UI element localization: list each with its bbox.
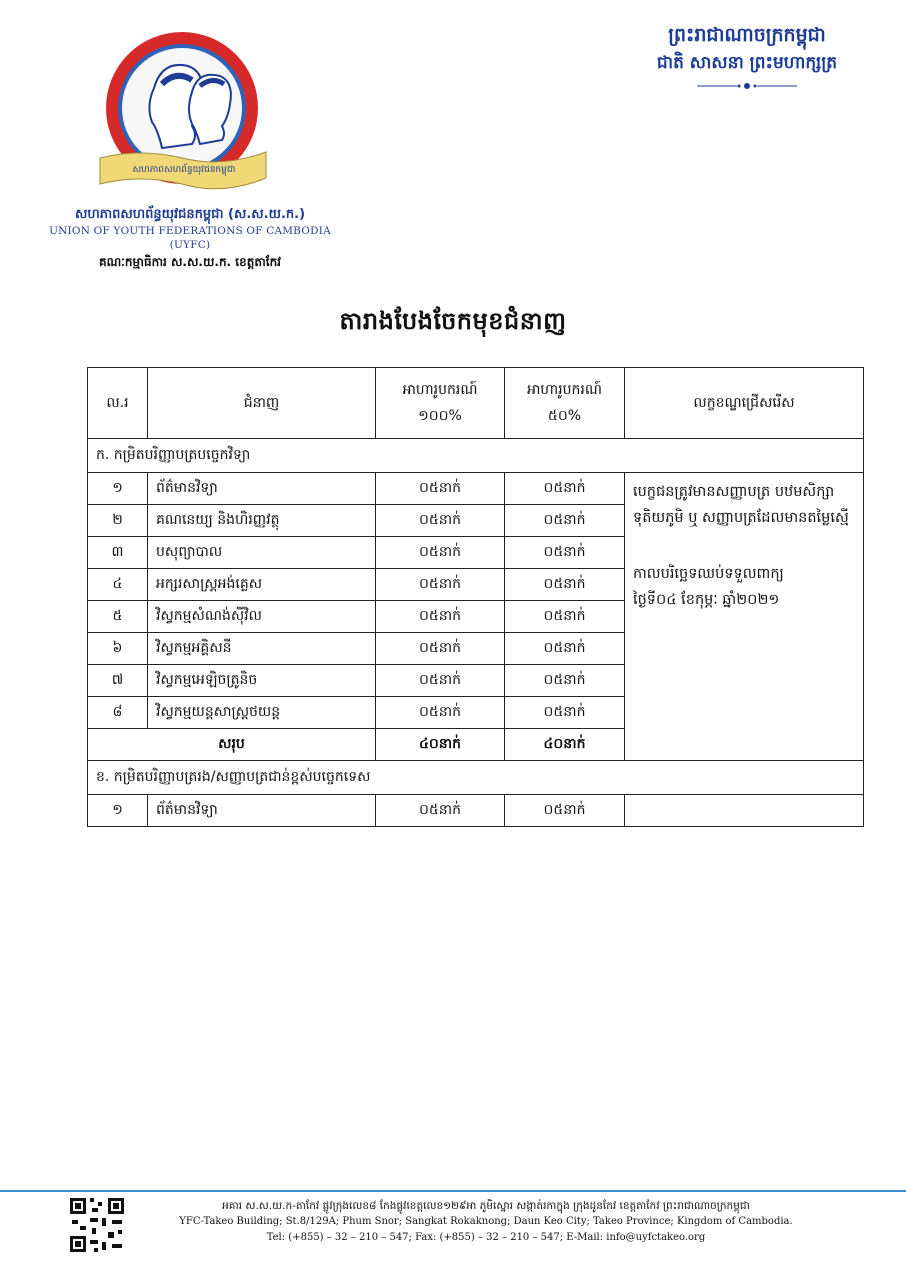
kingdom-motto [622, 20, 872, 95]
total-full: ៤០នាក់ [376, 729, 505, 761]
org-branch: គណៈកម្មាធិការ ស.ស.យ.ក. ខេត្តតាកែវ [98, 255, 281, 269]
uyfc-emblem-icon [96, 28, 272, 196]
document-title: តារាងបែងចែកមុខជំនាញ [339, 307, 567, 335]
header-full-scholarship: អាហារូបករណ៍ ១០០% [376, 368, 505, 439]
table-row: ៤ អក្សរសាស្ត្រអង់គ្លេស ០៥នាក់ ០៥នាក់ [88, 569, 864, 601]
header-skill: ជំនាញ [148, 368, 376, 439]
table-row: ៦ វិស្វកម្មអគ្គិសនី ០៥នាក់ ០៥នាក់ [88, 633, 864, 665]
table-row: ២ គណនេយ្យ និងហិរញ្ញវត្ថុ ០៥នាក់ ០៥នាក់ [88, 505, 864, 537]
criteria-text: បេក្ខជនត្រូវមានសញ្ញាបត្រ បឋមសិក្សាទុតិយភូមិ ឬ សញ្ញាបត្រដែលមានតម្លៃស្មើ [633, 484, 849, 526]
table-row: ១ ព័ត៌មានវិទ្យា ០៥នាក់ ០៥នាក់ [88, 795, 864, 827]
total-label: សរុប [88, 729, 376, 761]
empty-criteria-cell [625, 795, 864, 827]
table-header-row [88, 368, 864, 439]
footer-address-en: YFC-Takeo Building; St.8/129A; Phum Snor; Sangkat Rokaknong; Daun Keo City; Takeo Province; Kingdom of Cambodia. [179, 1216, 793, 1227]
allocation-table [87, 367, 864, 827]
uyfc-logo [96, 28, 272, 196]
deadline-label: កាលបរិច្ឆេទឈប់ទទួលពាក្យ [633, 566, 784, 582]
kingdom-line2: ជាតិ សាសនា ព្រះមហាក្សត្រ [656, 53, 838, 73]
footer-address [126, 1198, 846, 1246]
total-half: ៤០នាក់ [505, 729, 625, 761]
section-a-row [88, 439, 864, 473]
organization-block [30, 206, 350, 272]
section-a-title: ក. កម្រិតបរិញ្ញាបត្របច្ចេកវិទ្យា [88, 439, 864, 473]
ornament-divider-icon [622, 81, 872, 91]
footer-address-kh: អគារ ស.ស.យ.ក-តាកែវ ផ្លូវក្រុងលេខ៨ កែងផ្លូវខេត្តលេខ១២៩អា ភូមិស្នោរ សង្កាត់រកាក្នុង ក្រុងដូនកែវ ខេត្តតាកែវ ព្រះរាជាណាចក្រកម្ពុជា [222, 1200, 750, 1212]
section-b-title: ខ. កម្រិតបរិញ្ញាបត្ររង/សញ្ញាបត្រជាន់ខ្ពស់បច្ចេកទេស [88, 761, 864, 795]
header-half-scholarship: អាហារូបករណ៍ ៥០% [505, 368, 625, 439]
table-row: ៨ វិស្វកម្មយន្តសាស្ត្រថយន្ត ០៥នាក់ ០៥នាក់ [88, 697, 864, 729]
deadline-date: ថ្ងៃទី០៤ ខែកុម្ភៈ ឆ្នាំ២០២១ [633, 592, 780, 608]
table-row: ៣ បសុព្យាបាល ០៥នាក់ ០៥នាក់ [88, 537, 864, 569]
org-name-en: UNION OF YOUTH FEDERATIONS OF CAMBODIA (UYFC) [49, 225, 331, 251]
org-name-kh: សហភាពសហព័ន្ធយុវជនកម្ពុជា (ស.ស.យ.ក.) [74, 207, 306, 222]
criteria-cell [625, 473, 864, 761]
table-row: ១ ព័ត៌មានវិទ្យា ០៥នាក់ ០៥នាក់ បេក្ខជនត្រូវមានសញ្ញាបត្រ បឋមសិក្សាទុតិយភូមិ ឬ សញ្ញាបត្រដែលមានតម្លៃស្មើ កាលបរិច្ឆេទឈប់ទទួលពាក្យ ថ្ងៃទី០៤ ខែកុម្ភៈ ឆ្នាំ២០២១ [88, 473, 864, 505]
table-row: ៧ វិស្វកម្មអេឡិចត្រូនិច ០៥នាក់ ០៥នាក់ [88, 665, 864, 697]
svg-text:សហភាពសហព័ន្ធយុវជនកម្ពុជា: សហភាពសហព័ន្ធយុវជនកម្ពុជា [132, 165, 236, 175]
table-row: ៥ វិស្វកម្មសំណង់ស៊ីវិល ០៥នាក់ ០៥នាក់ [88, 601, 864, 633]
footer-divider [0, 1190, 906, 1192]
footer-contact: Tel: (+855) – 32 – 210 – 547; Fax: (+855) – 32 – 210 – 547; E-Mail: info@uyfctakeo.org [266, 1232, 706, 1243]
header-criteria: លក្ខខណ្ឌជ្រើសរើស [625, 368, 864, 439]
qr-code-icon [68, 1196, 126, 1254]
section-b-row [88, 761, 864, 795]
header-no: ល.រ [88, 368, 148, 439]
kingdom-line1: ព្រះរាជាណាចក្រកម្ពុជា [668, 24, 826, 46]
